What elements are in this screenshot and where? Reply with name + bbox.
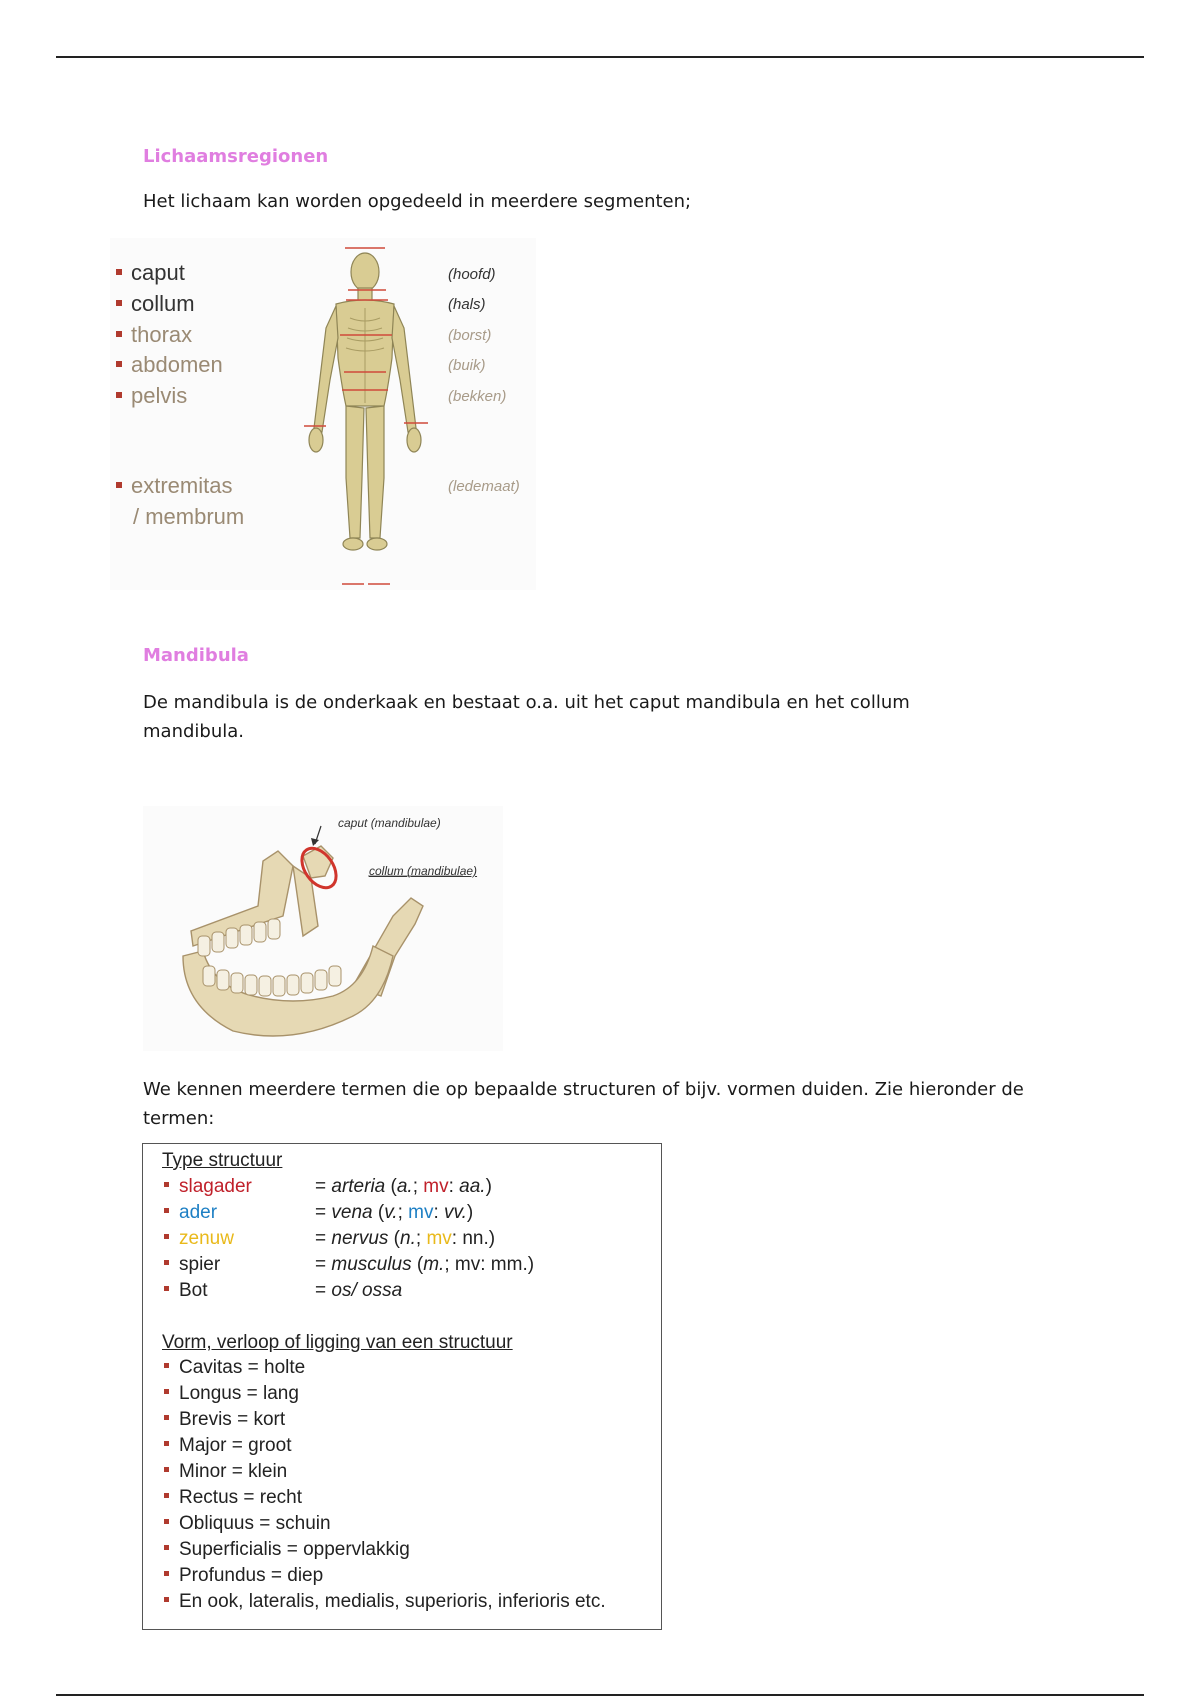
- term-vorm-item: Rectus = recht: [162, 1487, 302, 1509]
- term-vorm-item: Obliquus = schuin: [162, 1513, 331, 1535]
- region-abdomen: abdomen: [110, 352, 223, 378]
- term-vorm-item: Longus = lang: [162, 1383, 299, 1405]
- mandible-illustration: [143, 806, 503, 1051]
- section-title-mandibula: Mandibula: [143, 645, 249, 666]
- term-vorm-item: En ook, lateralis, medialis, superioris, inferioris etc.: [162, 1591, 606, 1613]
- terms-section-vorm: Vorm, verloop of ligging van een structuur: [162, 1332, 513, 1353]
- term-bot: Bot = os/ ossa: [162, 1280, 402, 1302]
- region-caput: caput: [110, 260, 185, 286]
- term-vorm-item: Cavitas = holte: [162, 1357, 305, 1379]
- human-body-illustration: [280, 238, 450, 590]
- term-vorm-item: Major = groot: [162, 1435, 291, 1457]
- term-ader: ader = vena (v.; mv: vv.): [162, 1202, 473, 1224]
- terms-intro-paragraph: We kennen meerdere termen die op bepaalde structuren of bijv. vormen duiden. Zie hieronder de termen:: [143, 1079, 1024, 1129]
- term-vorm-item: Brevis = kort: [162, 1409, 285, 1431]
- region-collum-dutch: (hals): [448, 296, 486, 313]
- region-caput-dutch: (hoofd): [448, 266, 496, 283]
- term-slagader: slagader = arteria (a.; mv: aa.): [162, 1176, 492, 1198]
- top-rule: [56, 56, 1144, 58]
- terms-section-type: Type structuur: [162, 1150, 283, 1171]
- terms-box: [142, 1143, 662, 1630]
- region-pelvis: pelvis: [110, 383, 187, 409]
- term-zenuw: zenuw = nervus (n.; mv: nn.): [162, 1228, 495, 1250]
- region-thorax: thorax: [110, 322, 192, 348]
- region-thorax-dutch: (borst): [448, 327, 492, 344]
- label-collum-mandibulae: collum (mandibulae): [369, 864, 478, 878]
- body-regions-figure: [110, 238, 536, 590]
- region-abdomen-dutch: (buik): [448, 357, 486, 374]
- intro-paragraph: Het lichaam kan worden opgedeeld in meerdere segmenten;: [143, 191, 692, 212]
- region-collum: collum: [110, 291, 195, 317]
- bottom-rule: [56, 1694, 1144, 1696]
- region-extremitas: extremitas: [110, 473, 232, 499]
- region-pelvis-dutch: (bekken): [448, 388, 507, 405]
- section-title-lichaamsregionen: Lichaamsregionen: [143, 146, 329, 167]
- mandibula-paragraph: De mandibula is de onderkaak en bestaat o.a. uit het caput mandibula en het collum mandibula.: [143, 692, 910, 742]
- region-extremitas-dutch: (ledemaat): [448, 478, 520, 495]
- label-caput-mandibulae: caput (mandibulae): [338, 816, 441, 830]
- mandibula-figure: [143, 806, 503, 1051]
- term-vorm-item: Superficialis = oppervlakkig: [162, 1539, 410, 1561]
- term-spier: spier = musculus (m.; mv: mm.): [162, 1254, 534, 1276]
- term-vorm-item: Profundus = diep: [162, 1565, 323, 1587]
- term-vorm-item: Minor = klein: [162, 1461, 287, 1483]
- region-membrum: / membrum: [133, 504, 245, 529]
